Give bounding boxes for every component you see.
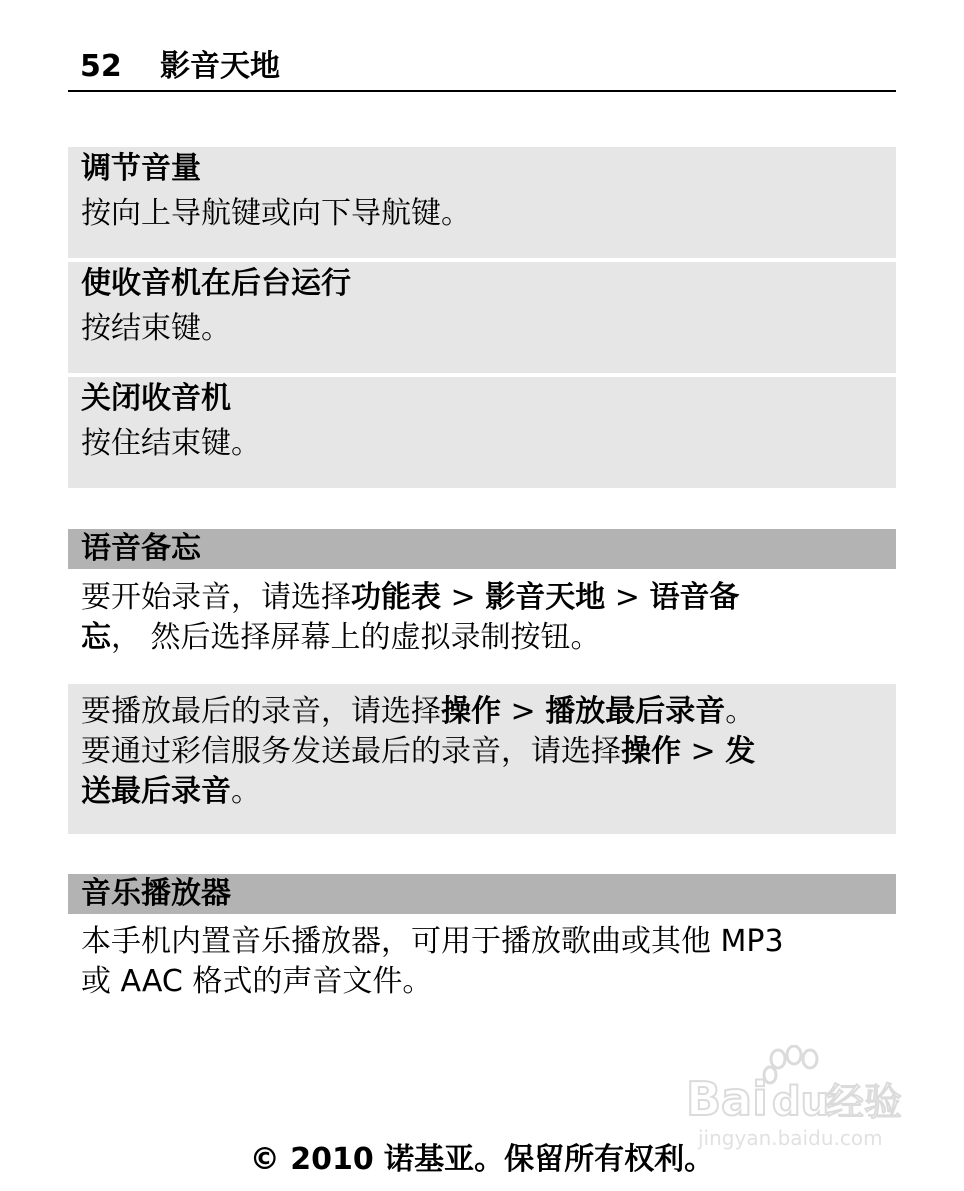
watermark-brand-2: du: [772, 1079, 830, 1125]
path-separator: >: [605, 580, 650, 615]
menu-path-item: 忘: [81, 620, 111, 655]
paragraph-line: [81, 578, 881, 618]
menu-path-item: 影音天地: [485, 580, 606, 615]
baidu-watermark: [680, 1045, 910, 1155]
tip-text: 按向上导航键或向下导航键。: [81, 196, 471, 231]
paragraph-line: 本手机内置音乐播放器，可用于播放歌曲或其他 MP3: [81, 924, 784, 959]
paragraph-line: 或 AAC 格式的声音文件。: [81, 964, 433, 999]
chapter-title: 影音天地: [160, 49, 280, 84]
watermark-brand: Bai: [686, 1072, 768, 1126]
menu-path-item: 功能表: [351, 580, 441, 615]
text-run: 要通过彩信服务发送最后的录音，请选择: [81, 734, 621, 769]
voice-memo-intro: [81, 578, 881, 658]
tip-title: 关闭收音机: [81, 381, 231, 416]
tip-text: 按住结束键。: [81, 426, 261, 461]
menu-path-item: 操作: [621, 734, 681, 769]
page-header: [68, 44, 896, 92]
text-run: 要播放最后的录音，请选择: [81, 694, 441, 729]
path-separator: >: [501, 694, 546, 729]
watermark-label: 经验: [826, 1080, 903, 1124]
text-run: 要开始录音，请选择: [81, 580, 351, 615]
tip-box-background: [68, 262, 896, 373]
tip-title: 使收音机在后台运行: [81, 266, 351, 301]
tip-box-volume: [68, 147, 896, 258]
section-header-voice-memo: [68, 529, 896, 569]
paragraph-line: [81, 692, 881, 732]
paragraph-line: [81, 772, 881, 812]
baidu-paw-logo: [680, 1045, 910, 1155]
section-title: 语音备忘: [81, 531, 201, 566]
path-separator: >: [441, 580, 486, 615]
tip-box-close: [68, 377, 896, 488]
menu-path-item: 操作: [441, 694, 501, 729]
menu-path-item: 送最后录音: [81, 774, 231, 809]
voice-memo-tip-box: [68, 684, 896, 834]
paragraph-line: [81, 732, 881, 772]
watermark-url: jingyan.baidu.com: [698, 1126, 883, 1150]
text-run: 。: [725, 694, 756, 729]
section-header-music-player: [68, 874, 896, 914]
menu-path-item: 语音备: [649, 580, 740, 615]
section-title: 音乐播放器: [81, 876, 231, 911]
tip-text: 按结束键。: [81, 311, 231, 346]
page-number: 52: [80, 49, 122, 84]
path-separator: >: [681, 734, 726, 769]
tip-title: 调节音量: [81, 151, 201, 186]
menu-path-item: 发: [725, 734, 756, 769]
text-run: 。: [231, 774, 261, 809]
music-player-intro: [81, 922, 881, 1002]
text-run: ， 然后选择屏幕上的虚拟录制按钮。: [111, 620, 601, 655]
menu-path-item: 播放最后录音: [545, 694, 726, 729]
paragraph-line: [81, 618, 881, 658]
voice-memo-tip: [81, 692, 881, 812]
copyright-footer: © 2010 诺基亚。保留所有权利。: [249, 1142, 715, 1177]
